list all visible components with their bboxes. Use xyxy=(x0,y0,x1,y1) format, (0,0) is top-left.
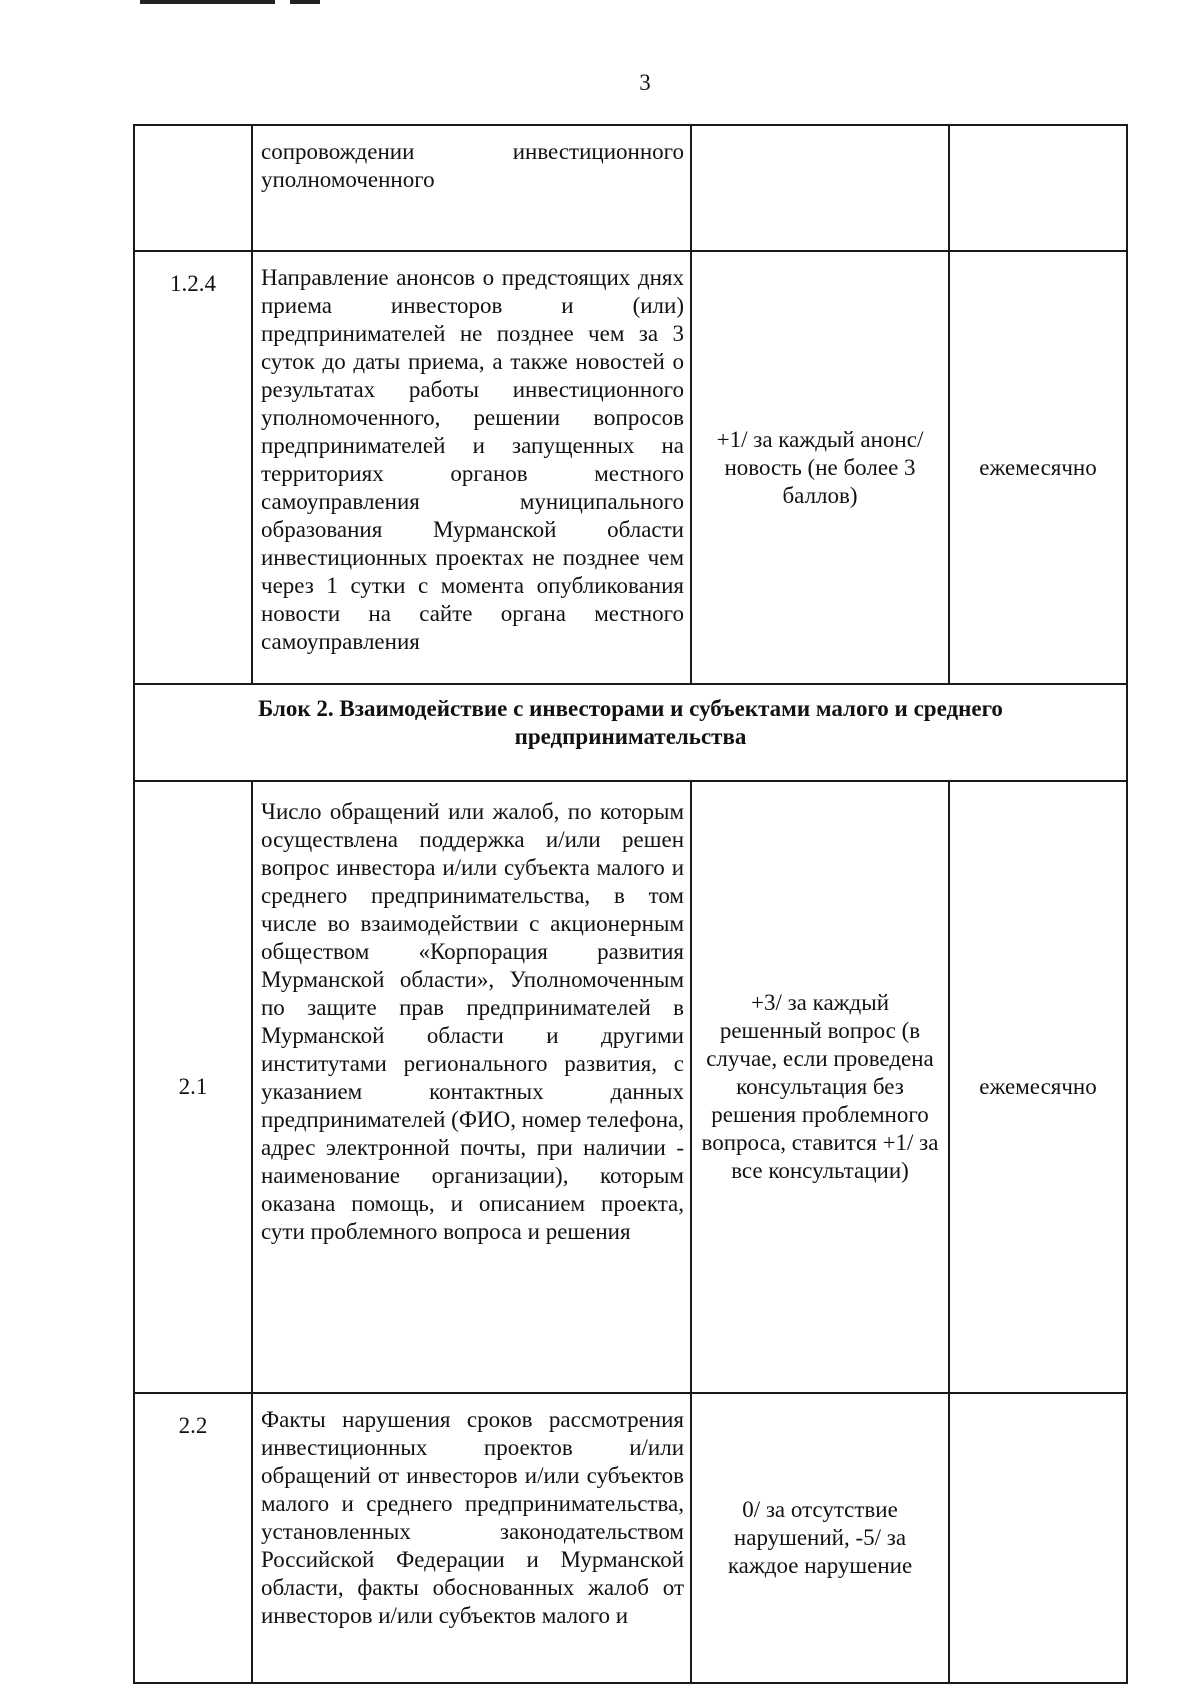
section-header-row xyxy=(134,684,1127,781)
score-rule: 0/ за отсутствие нарушений, -5/ за каждое нарушение xyxy=(691,1393,949,1683)
top-scan-rule xyxy=(140,0,275,4)
block-title: Блок 2. Взаимодействие с инвесторами и субъектами малого и среднего предпринимательства xyxy=(134,684,1127,781)
row-number: 2.2 xyxy=(134,1393,252,1683)
page-number: 3 xyxy=(639,70,651,95)
reporting-period xyxy=(949,1393,1127,1683)
reporting-period: ежемесячно xyxy=(949,251,1127,684)
criterion-description: сопровождении инвестиционного уполномоченного xyxy=(252,125,691,251)
reporting-period: ежемесячно xyxy=(949,781,1127,1393)
score-rule: +3/ за каждый решенный вопрос (в случае, если проведена консультация без решения проблемного вопроса, ставится +1/ за все консультации) xyxy=(691,781,949,1393)
table-row xyxy=(134,125,1127,251)
score-rule: +1/ за каждый анонс/ новость (не более 3 баллов) xyxy=(691,251,949,684)
criteria-table xyxy=(133,124,1128,1684)
criterion-description: Факты нарушения сроков рассмотрения инвестиционных проектов и/или обращений от инвесторов и/или субъектов малого и среднего предпринимательства, установленных законодательством Российской Федерации и Мурманской области, факты обоснованных жалоб от инвесторов и/или субъектов малого и xyxy=(252,1393,691,1683)
table-row xyxy=(134,1393,1127,1683)
table-row xyxy=(134,781,1127,1393)
row-number xyxy=(134,125,252,251)
table-row xyxy=(134,251,1127,684)
score-rule xyxy=(691,125,949,251)
criterion-description: Направление анонсов о предстоящих днях приема инвесторов и (или) предпринимателей не позднее чем за 3 суток до даты приема, а также новостей о результатах работы инвестиционного уполномоченного, решении вопросов предпринимателей и запущенных на территориях органов местного самоуправления муниципального образования Мурманской области инвестиционных проектах не позднее чем через 1 сутки с момента опубликования новости на сайте органа местного самоуправления xyxy=(252,251,691,684)
row-number: 2.1 xyxy=(134,781,252,1393)
criterion-description: Число обращений или жалоб, по которым осуществлена поддержка и/или решен вопрос инвестора и/или субъекта малого и среднего предпринимательства, в том числе во взаимодействии с акционерным обществом «Корпорация развития Мурманской области», Уполномоченным по защите прав предпринимателей в Мурманской области и другими институтами регионального развития, с указанием контактных данных предпринимателей (ФИО, номер телефона, адрес электронной почты, при наличии - наименование организации), которым оказана помощь, и описанием проекта, сути проблемного вопроса и решения xyxy=(252,781,691,1393)
top-scan-rule-short xyxy=(290,0,320,4)
row-number: 1.2.4 xyxy=(134,251,252,684)
reporting-period xyxy=(949,125,1127,251)
